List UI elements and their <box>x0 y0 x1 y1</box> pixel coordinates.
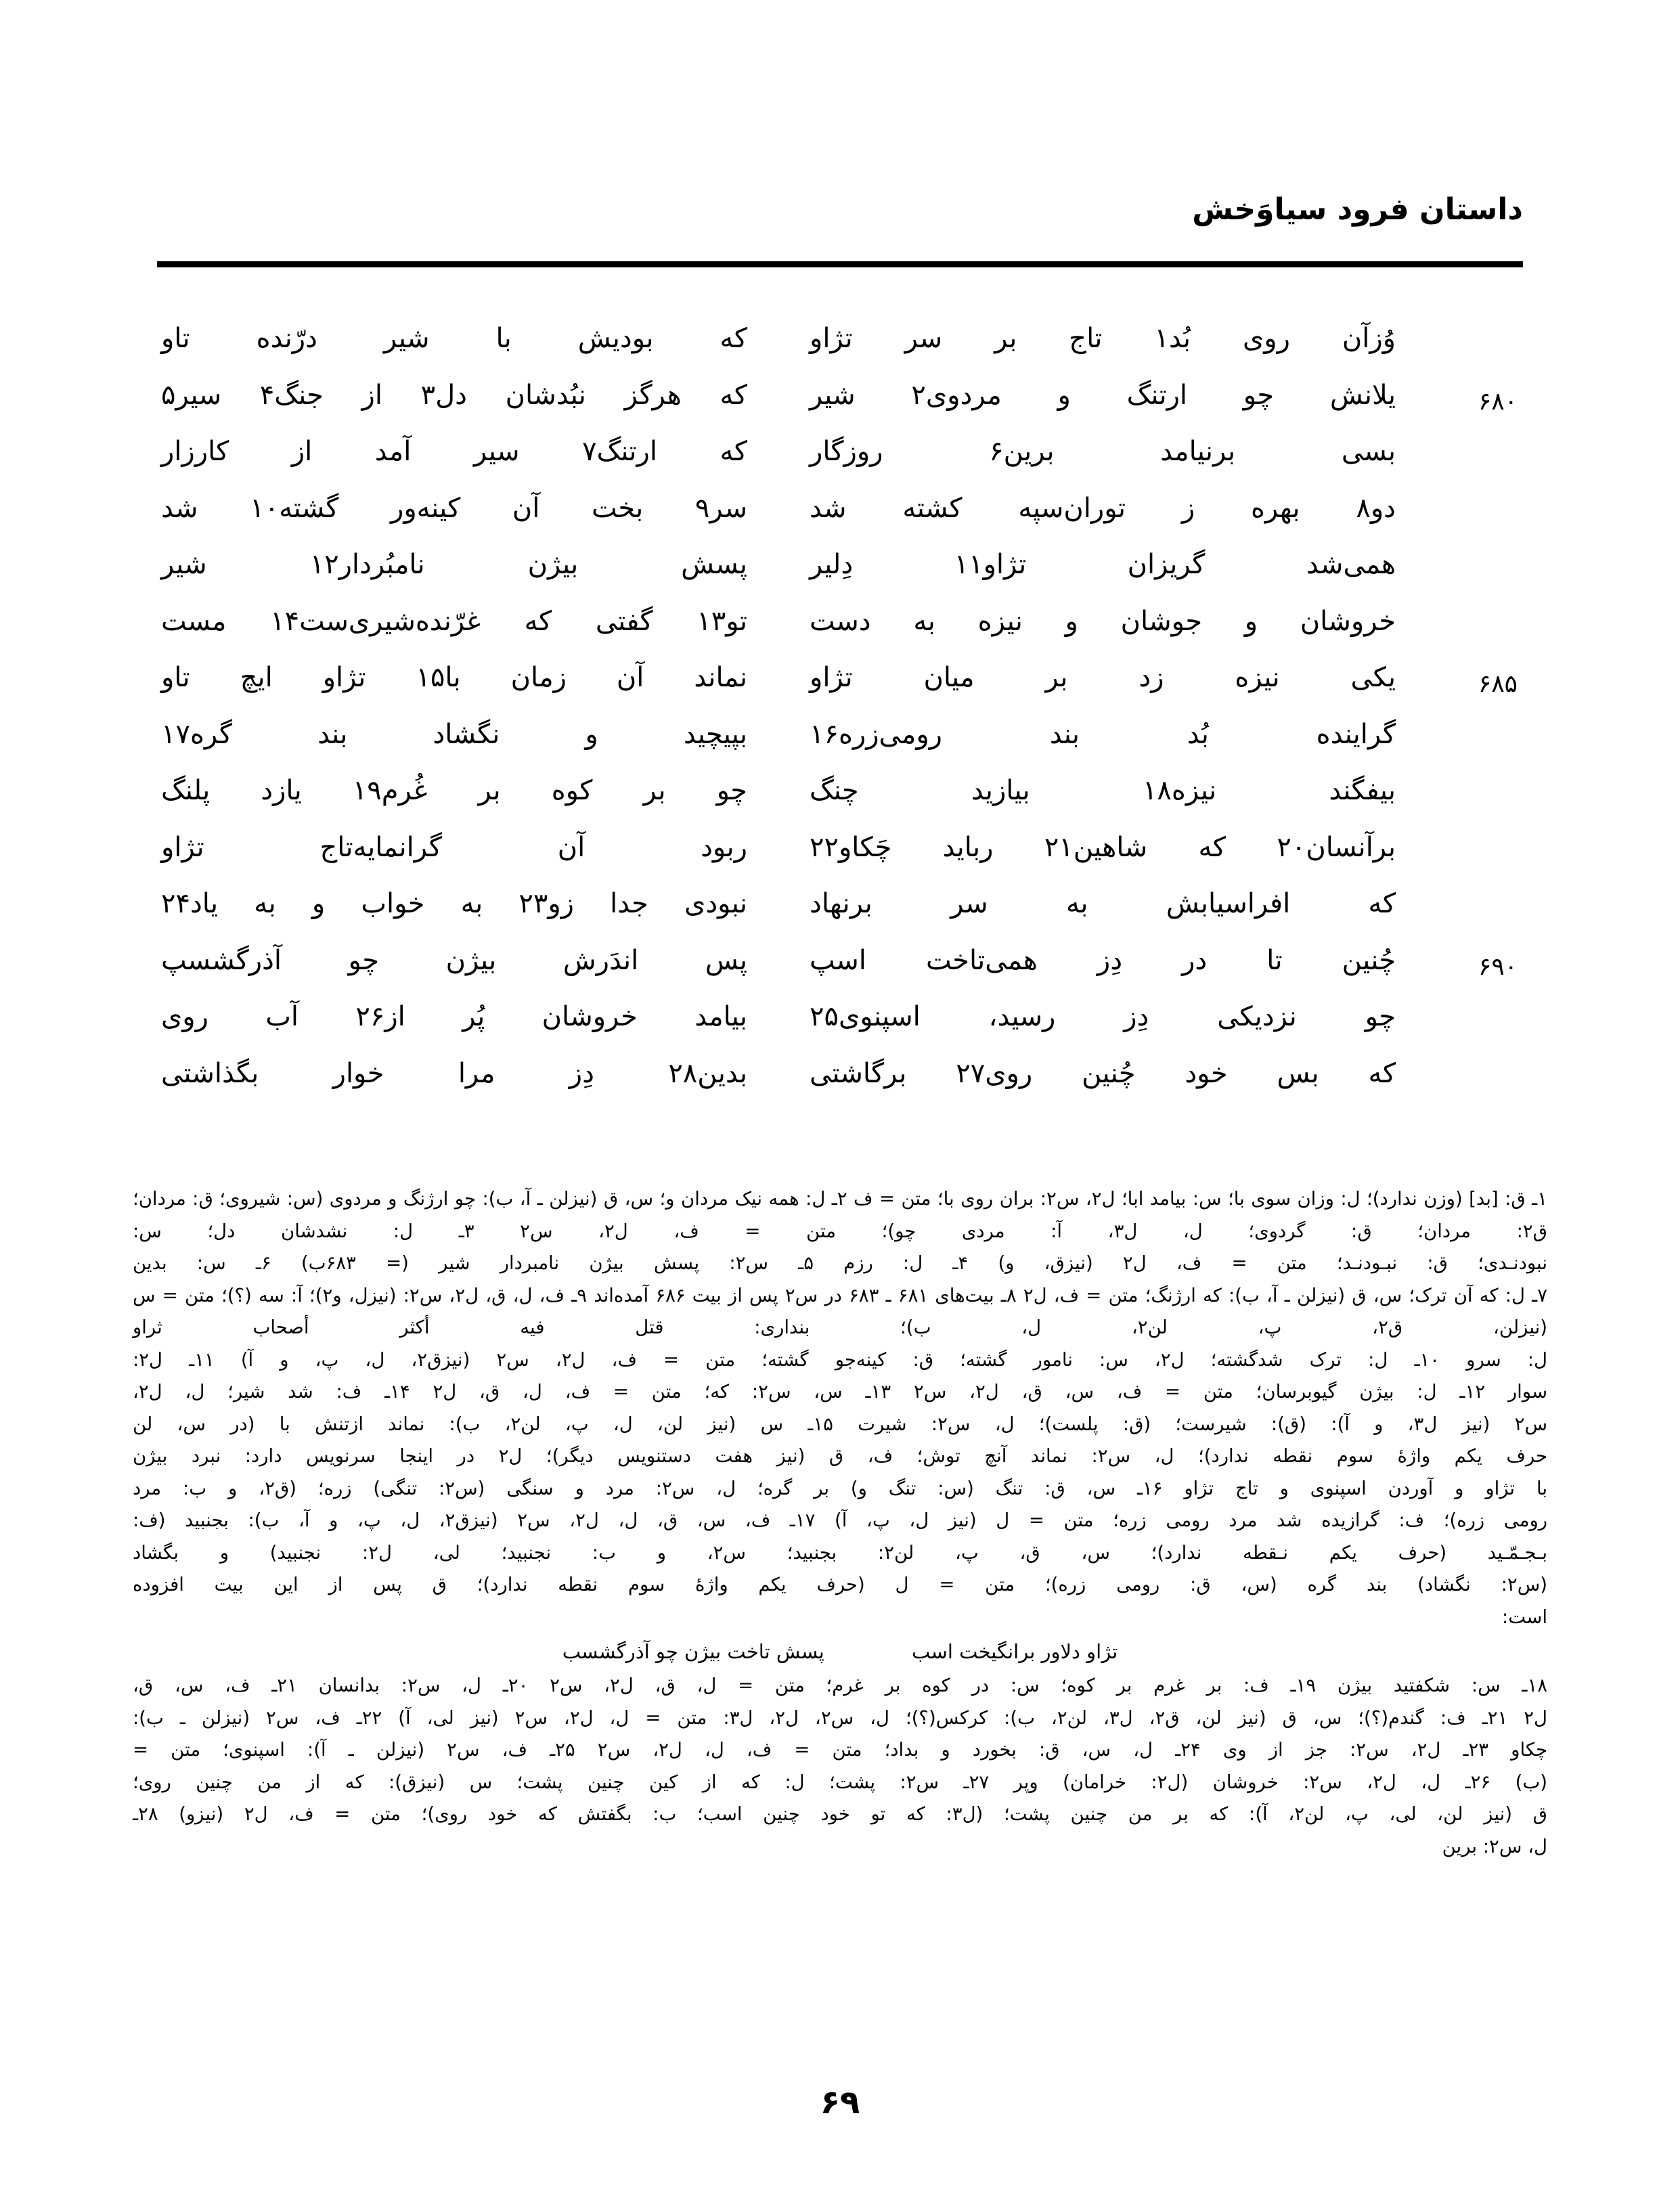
running-head <box>157 194 1523 268</box>
footnote-line: است: <box>1502 1606 1547 1628</box>
couplet <box>157 770 1523 827</box>
footnote-line: س۲ (نیز ل۳، و آ): (ق): شیرست؛ (ق: پلست)؛ ل، س۲: شیرت ۱۵ـ س (نیز لن، ل، پ، لن۲، ب): نماند ازتنش با (در س، لن <box>133 1413 1548 1435</box>
couplet <box>157 940 1523 997</box>
hemistich-b: تو۱۳ گفتی که غرّنده‌شیری‌ست۱۴ مست <box>161 605 747 637</box>
verse-number <box>1408 770 1523 785</box>
verse-number <box>1408 431 1523 446</box>
hemistich-a: خروشان و جوشان و نیزه به دست <box>810 605 1396 637</box>
couplet <box>157 431 1523 488</box>
couplet <box>157 375 1523 432</box>
interpolated-hemistich-b: پسش تاخت بیژن چو آذرگشسب <box>562 1640 824 1663</box>
hemistich-a: چو نزدیکی دِز رسید، اسپنوی۲۵ <box>810 1001 1396 1032</box>
couplet <box>157 827 1523 884</box>
hemistich-b: سر۹ بخت آن کینه‌ور گشته۱۰ شد <box>161 492 747 524</box>
hemistich-a: دو۸ بهره ز توران‌سپه کشته شد <box>810 492 1396 524</box>
hemistich-a: گراینده بُد بند رومی‌زره۱۶ <box>810 718 1396 750</box>
verse-number <box>1408 996 1523 1011</box>
couplet <box>157 488 1523 545</box>
hemistich-b: چو بر کوه بر غُرم۱۹ یازد پلنگ <box>161 775 747 806</box>
footnote-line: بـجـمّـید (حرف یکم نـقطه ندارد)؛ س، ق، پ، لن۲: بجنبید؛ س۲، و ب: نجنبید؛ لی، ل۲: نجنبید) و بگشاد <box>133 1541 1548 1564</box>
footnote-line: چکاو ۲۳ـ ل۲، س۲: جز از وی ۲۴ـ ل، س، ق: بخورد و بداد؛ متن = ف، ل، ل۲، س۲ ۲۵ـ ف، س۲ (نیزلن ـ آ): اسپنوی؛ متن = <box>133 1739 1548 1761</box>
hemistich-b: که بودیش با شیر درّنده تاو <box>161 323 747 354</box>
hemistich-a: که بس خود چُنین روی۲۷ برگاشتی <box>810 1057 1396 1089</box>
verse-number <box>1408 714 1523 729</box>
couplet <box>157 714 1523 771</box>
hemistich-a: وُزآن روی بُد۱ تاج بر سر تژاو <box>810 323 1396 354</box>
hemistich-b: پس اندَرش بیژن چو آذرگشسپ <box>161 944 747 976</box>
footnote-line: (ب) ۲۶ـ ل، ل۲، س۲: خروشان (ل۲: خرامان) وپر ۲۷ـ س۲: پشت؛ ل: که از کین چنین پشت؛ س (نیزق): که از من چنین روی؛ <box>133 1771 1547 1793</box>
couplet <box>157 1053 1523 1110</box>
footnote-line: سوار ۱۲ـ ل: بیژن گیوبرسان؛ متن = ف، س، ق، ل۲، س۲ ۱۳ـ س، س۲: که؛ متن = ف، ل، ق، ل۲ ۱۴ـ ف: شد شیر؛ ل، ل۲، <box>133 1381 1547 1403</box>
hemistich-a: یلانش چو ارتنگ و مردوی۲ شیر <box>810 379 1396 411</box>
hemistich-b: بیامد خروشان پُر از۲۶ آب روی <box>161 1001 748 1032</box>
footnote-line: ۱ـ ق: [بد] (وزن ندارد)؛ ل: وزان سوی با؛ س: بیامد ابا؛ ل۲، س۲: بران روی با؛ متن = ف ۲ـ ل: همه نیک مردان و؛ س، ق (نیزلن ـ آ، ب): چو ارژنگ و مردوی (س: شیروی؛ ق: مردان؛ ق۲: مردان؛ ق: گردوی؛ ل، ل۳، آ: مردی چو)؛ متن = ف، ل۲، س۲ ۳ـ ل: نشدشان دل؛ س: <box>133 1188 1548 1242</box>
hemistich-b: ربود آن گرانمایه‌تاج تژاو <box>161 831 747 863</box>
footnote-line: ق (نیز لن، لی، پ، لن۲، آ): که بر من چنین پشت؛ (ل۳: که تو خود چنین اسب؛ ب: بگفتش که خود روی)؛ متن = ف، ل۲ (نیزو) ۲۸ـ <box>133 1803 1547 1825</box>
verse-number <box>1408 883 1523 898</box>
footnote-line: ۱۸ـ س: شکفتید بیژن ۱۹ـ ف: بر غرم بر کوه؛ س: در کوه بر غرم؛ متن = ل، ق، ل۲، س۲ ۲۰ـ ل، س۲: بدانسان ۲۱ـ ف، س، ق، <box>133 1675 1547 1696</box>
footnote-line: ۷ـ ل: که آن ترک؛ س، ق (نیزلن ـ آ، ب): که ارژنگ؛ متن = ف، ل۲ ۸ـ بیت‌های ۶۸۱ ـ ۶۸۳ در س۲ پس از بیت ۶۸۶ آمده‌اند ۹ـ ف، ل، ق، ل۲، س۲: (نیزل، و۲)؛ آ: سه (؟)؛ متن = س (نیزلن، ق۲، پ، لن۲، ل، ب)؛ بنداری: قتل فیه أکثر أصحاب ثراو <box>133 1284 1547 1338</box>
footnote-line: ل۲ ۲۱ـ ف: گندم(؟)؛ س، ق (نیز لن، ق۲، ل۳، لن۲، ب): کرکس(؟)؛ ل، س۲، ل۲، ل۳: متن = ل، ل۲، س۲ (نیز لی، آ) ۲۲ـ ف، س۲ (نیزلن ـ ب): <box>133 1706 1547 1729</box>
footnote-line: ل، س۲: برین <box>1442 1835 1547 1857</box>
hemistich-a: برآنسان۲۰ که شاهین۲۱ ربايد چَکاو۲۲ <box>810 831 1396 863</box>
hemistich-a: بیفگند نیزه۱۸ بیازید چنگ <box>810 775 1396 806</box>
verse-number <box>1408 1053 1523 1068</box>
interpolated-verse <box>133 1636 1547 1667</box>
verse-number: ۶۸۵ <box>1478 670 1518 698</box>
verse-number: ۶۹۰ <box>1478 952 1518 981</box>
couplet <box>157 601 1523 658</box>
running-head-title: داستان فرود سیاوَخش <box>1192 192 1523 227</box>
verse-number <box>1408 601 1523 616</box>
couplet <box>157 657 1523 714</box>
hemistich-b: پسش بیژن نامبُردار۱۲ شیر <box>161 549 747 580</box>
couplet <box>157 996 1523 1053</box>
verse-number <box>1408 827 1523 842</box>
footnote-line: با تژاو و آوردن اسپنوی و تاج تژاو ۱۶ـ س، ق: تنگ (س: تنگ و) بر گره؛ ل، س۲: مرد و سنگی (س۲: تنگی) زره؛ (ق۲، و ب: مرد <box>133 1477 1547 1499</box>
header-rule <box>157 261 1523 267</box>
hemistich-a: یکی نیزه زد بر میان تژاو <box>810 662 1396 693</box>
footnote-line: ل: سرو ۱۰ـ ل: ترک شدگشته؛ ل۲، س: نامور گشته؛ ق: کینه‌جو گشته؛ متن = ف، ل۲، س۲ (نیزق۲، ل، پ، و آ) ۱۱ـ ل۲: <box>133 1348 1547 1371</box>
hemistich-a: بسی برنیامد برین۶ روزگار <box>810 436 1396 467</box>
hemistich-b: بپیچید و نگشاد بند گره۱۷ <box>161 718 747 750</box>
hemistich-a: چُنین تا در دِز همی‌تاخت اسپ <box>810 944 1396 976</box>
hemistich-b: که ارتنگ۷ سیر آمد از کارزار <box>161 436 748 467</box>
couplet <box>157 544 1523 601</box>
hemistich-b: بدین۲۸ دِز مرا خوار بگذاشتی <box>161 1057 747 1089</box>
verse-number <box>1408 488 1523 503</box>
verse-number <box>1408 544 1523 559</box>
verse-number <box>1408 318 1523 333</box>
verse-number: ۶۸۰ <box>1478 387 1518 416</box>
footnote-apparatus <box>133 1183 1547 1863</box>
footnote-line: نبودنـدی؛ ق: نبـودنـد؛ متن = ف، ل۲ (نیزق، و) ۴ـ ل: رزم ۵ـ س۲: پسش بیژن نامبردار شیر (= ۶۸۳ب) ۶ـ س: بدین <box>133 1252 1548 1274</box>
hemistich-b: نماند آن زمان با۱۵ تژاو ایچ تاو <box>161 662 747 693</box>
page-number: ۶۹ <box>820 2083 860 2121</box>
verse-block <box>157 318 1523 1130</box>
couplet <box>157 883 1523 940</box>
couplet <box>157 318 1523 375</box>
interpolated-hemistich-a: تژاو دلاور برانگیخت اسب <box>912 1640 1118 1663</box>
hemistich-b: که هرگز نبُدشان دل۳ از جنگ۴ سیر۵ <box>161 379 747 411</box>
footnote-line: حرف یکم واژهٔ سوم نقطه ندارد)؛ ل، س۲: نماند آنچ توش؛ ف، ق (نیز هفت دستنویس دیگر)؛ ل۲ در اینجا سرنویس دارد: نبرد بیژن <box>133 1445 1548 1467</box>
footnote-line: (س۲: نگشاد) بند گره (س، ق: رومی زره)؛ متن = ل (حرف یکم واژهٔ سوم نقطه ندارد)؛ ق پس از این بیت افزوده <box>133 1574 1547 1595</box>
hemistich-a: که افراسیابش به سر برنهاد <box>810 888 1396 919</box>
hemistich-a: همی‌شد گریزان تژاو۱۱ دِلیر <box>810 549 1396 580</box>
footnote-line: رومی زره)؛ ف: گرازیده شد مرد رومی زره؛ متن = ل (نیز ل، پ، آ) ۱۷ـ ف، س، ق، ل، ل۲، س۲ (نیزق۲، ل، پ، و آ، ب): بجنبید (ف: <box>133 1509 1548 1531</box>
hemistich-b: نبودی جدا زو۲۳ به خواب و به یاد۲۴ <box>161 888 748 919</box>
